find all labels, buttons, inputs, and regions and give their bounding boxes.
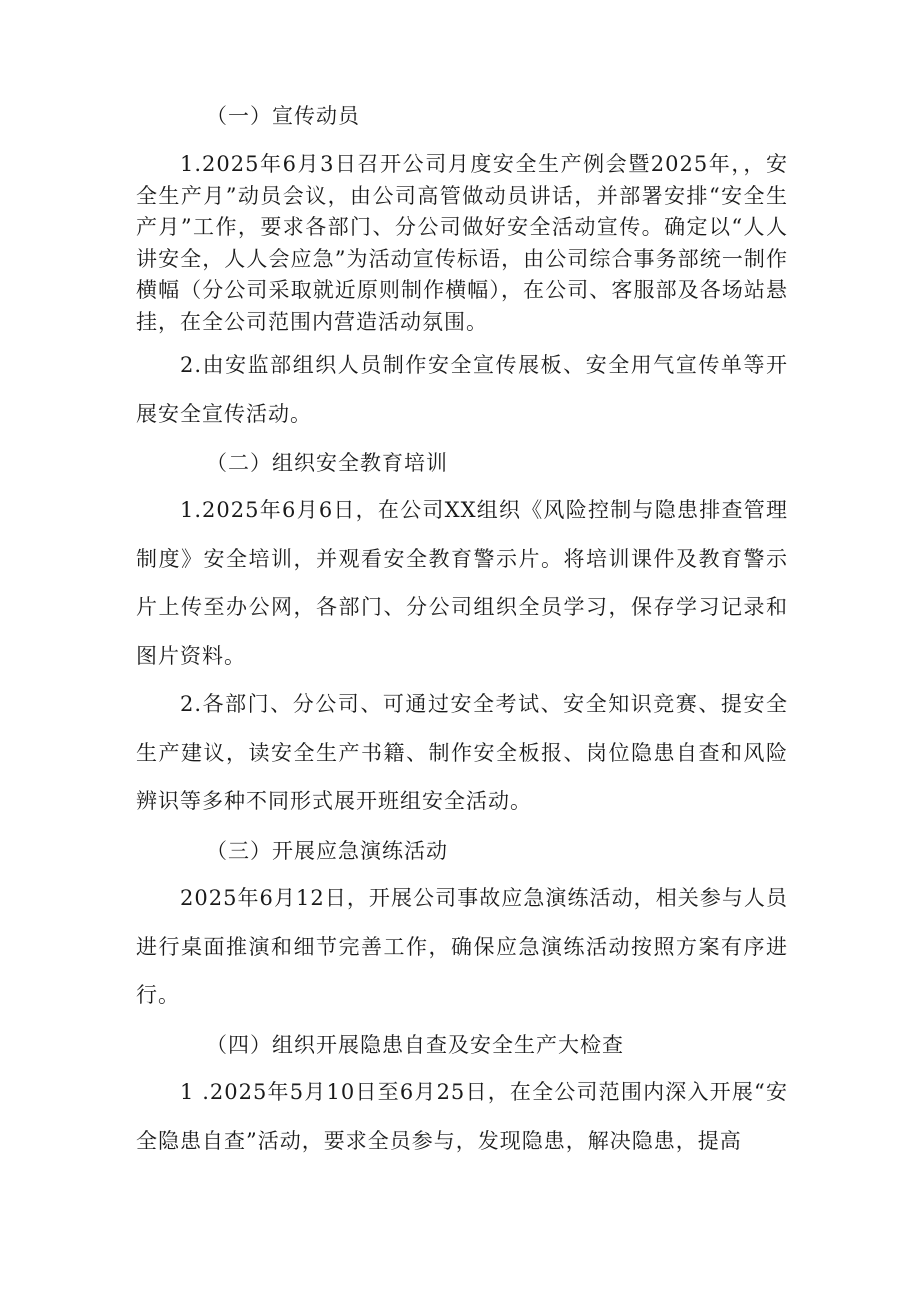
section-2-paragraph-2: 2.各部门、分公司、可通过安全考试、安全知识竞赛、提安全生产建议，读安全生产书籍、制作安全板报、岗位隐患自查和风险辨识等多种不同形式展开班组安全活动。 <box>136 692 788 813</box>
section-3-paragraph-1: 2025年6月12日，开展公司事故应急演练活动，相关参与人员进行桌面推演和细节完善工作，确保应急演练活动按照方案有序进行。 <box>136 886 788 1007</box>
section-heading-3: （三）开展应急演练活动 <box>206 839 448 863</box>
section-heading-2: （二）组织安全教育培训 <box>206 451 448 475</box>
section-4-paragraph-1: 1 .2025年5月10日至6月25日，在全公司范围内深入开展“安全隐患自查”活动，要求全员参与，发现隐患，解决隐患，提高 <box>136 1080 788 1153</box>
section-1-paragraph-1: 1.2025年6月3日召开公司月度安全生产例会暨2025年，，安全生产月”动员会议，由公司高管做动员讲话，并部署安排“安全生产月”工作，要求各部门、分公司做好安全活动宣传。确定以“人人讲安全，人人会应急”为活动宣传标语，由公司综合事务部统一制作横幅（分公司采取就近原则制作横幅），在公司、客服部及各场站悬挂，在全公司范围内营造活动氛围。 <box>136 152 788 334</box>
section-heading-1: （一）宣传动员 <box>206 104 360 128</box>
section-2-paragraph-1: 1.2025年6月6日，在公司XX组织《风险控制与隐患排查管理制度》安全培训，并观看安全教育警示片。将培训课件及教育警示片上传至办公网，各部门、分公司组织全员学习，保存学习记录和图片资料。 <box>136 498 788 668</box>
section-heading-4: （四）组织开展隐患自查及安全生产大检查 <box>206 1033 624 1057</box>
section-1-paragraph-2: 2.由安监部组织人员制作安全宣传展板、安全用气宣传单等开展安全宣传活动。 <box>136 353 788 426</box>
